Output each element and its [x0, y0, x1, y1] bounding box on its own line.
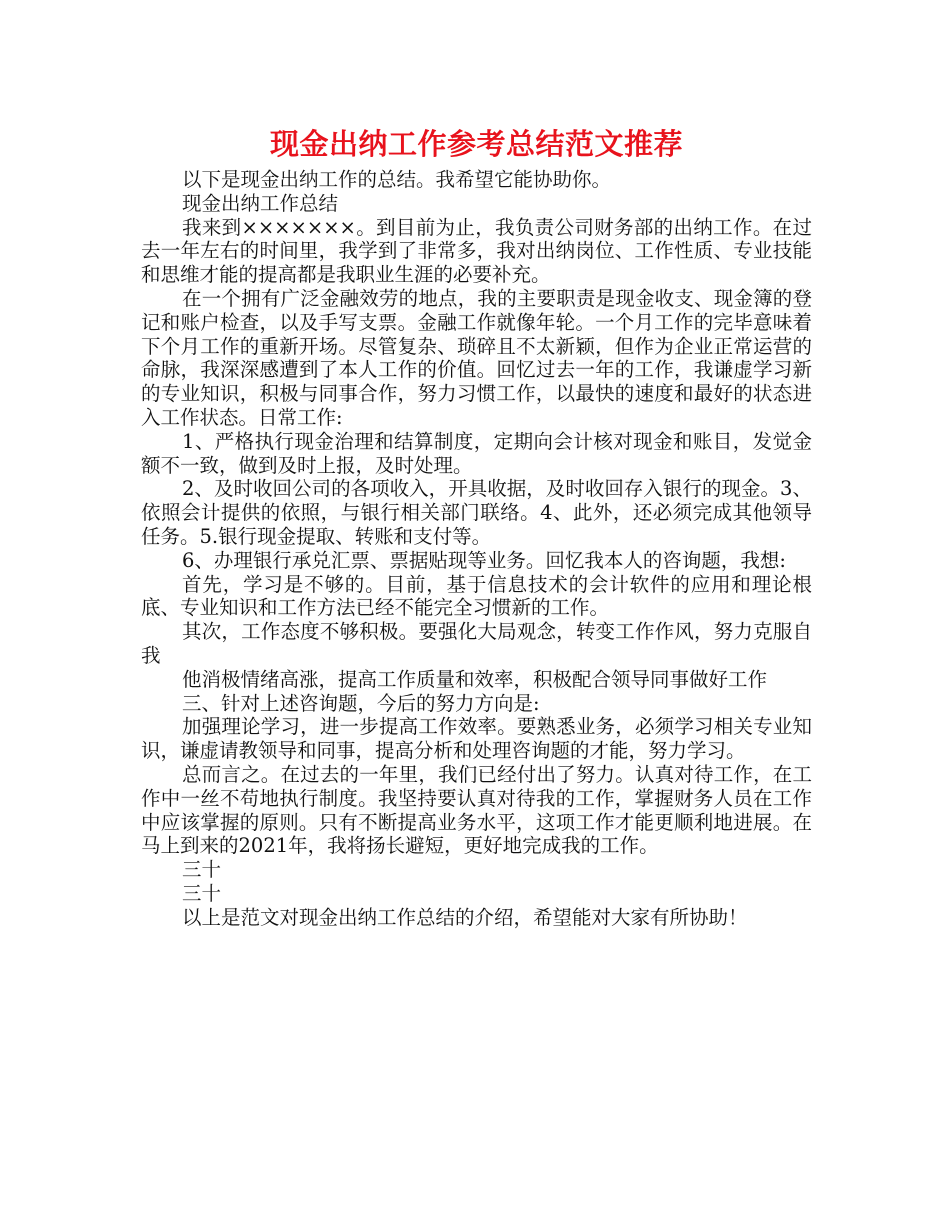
- body-paragraph: 以下是现金出纳工作的总结。我希望它能协助你。: [182, 168, 612, 191]
- body-paragraph: 现金出纳工作总结: [182, 191, 339, 215]
- body-paragraph: 三十: [182, 881, 222, 905]
- body-paragraph: 三十: [182, 858, 222, 882]
- body-paragraph: 在一个拥有广泛金融效劳的地点，我的主要职责是现金收支、现金簿的登记和账户检查，以及手写支票。金融工作就像年轮。一个月工作的完毕意味着下个月工作的重新开场。尽管复杂、琐碎且不太新颖，但作为企业正常运营的命脉，我深深感遭到了本人工作的价值。回忆过去一年的工作，我谦虚学习新的专业知识，积极与同事合作，努力习惯工作，以最快的速度和最好的状态进入工作状态。日常工作:: [141, 286, 812, 429]
- body-paragraph: 总而言之。在过去的一年里，我们已经付出了努力。认真对待工作，在工作中一丝不苟地执行制度。我坚持要认真对待我的工作，掌握财务人员在工作中应该掌握的原则。只有不断提高业务水平，这项工作才能更顺利地进展。在马上到来的2021年，我将扬长避短，更好地完成我的工作。: [141, 762, 812, 858]
- document-title: 现金出纳工作参考总结范文推荐: [269, 127, 683, 161]
- body-paragraph: 以上是范文对现金出纳工作总结的介绍，希望能对大家有所协助！: [182, 905, 748, 929]
- body-paragraph: 首先，学习是不够的。目前，基于信息技术的会计软件的应用和理论根底、专业知识和工作方法已经不能完全习惯新的工作。: [141, 572, 812, 620]
- document-body: [141, 168, 812, 930]
- body-paragraph: 1、严格执行现金治理和结算制度，定期向会计核对现金和账目，发觉金额不一致，做到及时上报，及时处理。: [141, 429, 812, 477]
- body-paragraph: 6、办理银行承兑汇票、票据贴现等业务。回忆我本人的咨询题，我想:: [182, 548, 786, 572]
- body-paragraph: 其次，工作态度不够积极。要强化大局观念，转变工作作风，努力克服自我: [141, 620, 812, 667]
- body-paragraph: 加强理论学习，进一步提高工作效率。要熟悉业务，必须学习相关专业知识，谦虚请教领导和同事，提高分析和处理咨询题的才能，努力学习。: [141, 715, 812, 763]
- body-paragraph: 我来到×××××××。到目前为止，我负责公司财务部的出纳工作。在过去一年左右的时间里，我学到了非常多，我对出纳岗位、工作性质、专业技能和思维才能的提高都是我职业生涯的必要补充。: [141, 215, 812, 287]
- body-paragraph: 2、及时收回公司的各项收入，开具收据，及时收回存入银行的现金。3、依照会计提供的依照，与银行相关部门联络。4、此外，还必须完成其他领导任务。5.银行现金提取、转账和支付等。: [141, 477, 812, 548]
- body-paragraph: 三、针对上述咨询题，今后的努力方向是:: [182, 691, 540, 715]
- body-paragraph: 他消极情绪高涨，提高工作质量和效率，积极配合领导同事做好工作: [182, 667, 768, 691]
